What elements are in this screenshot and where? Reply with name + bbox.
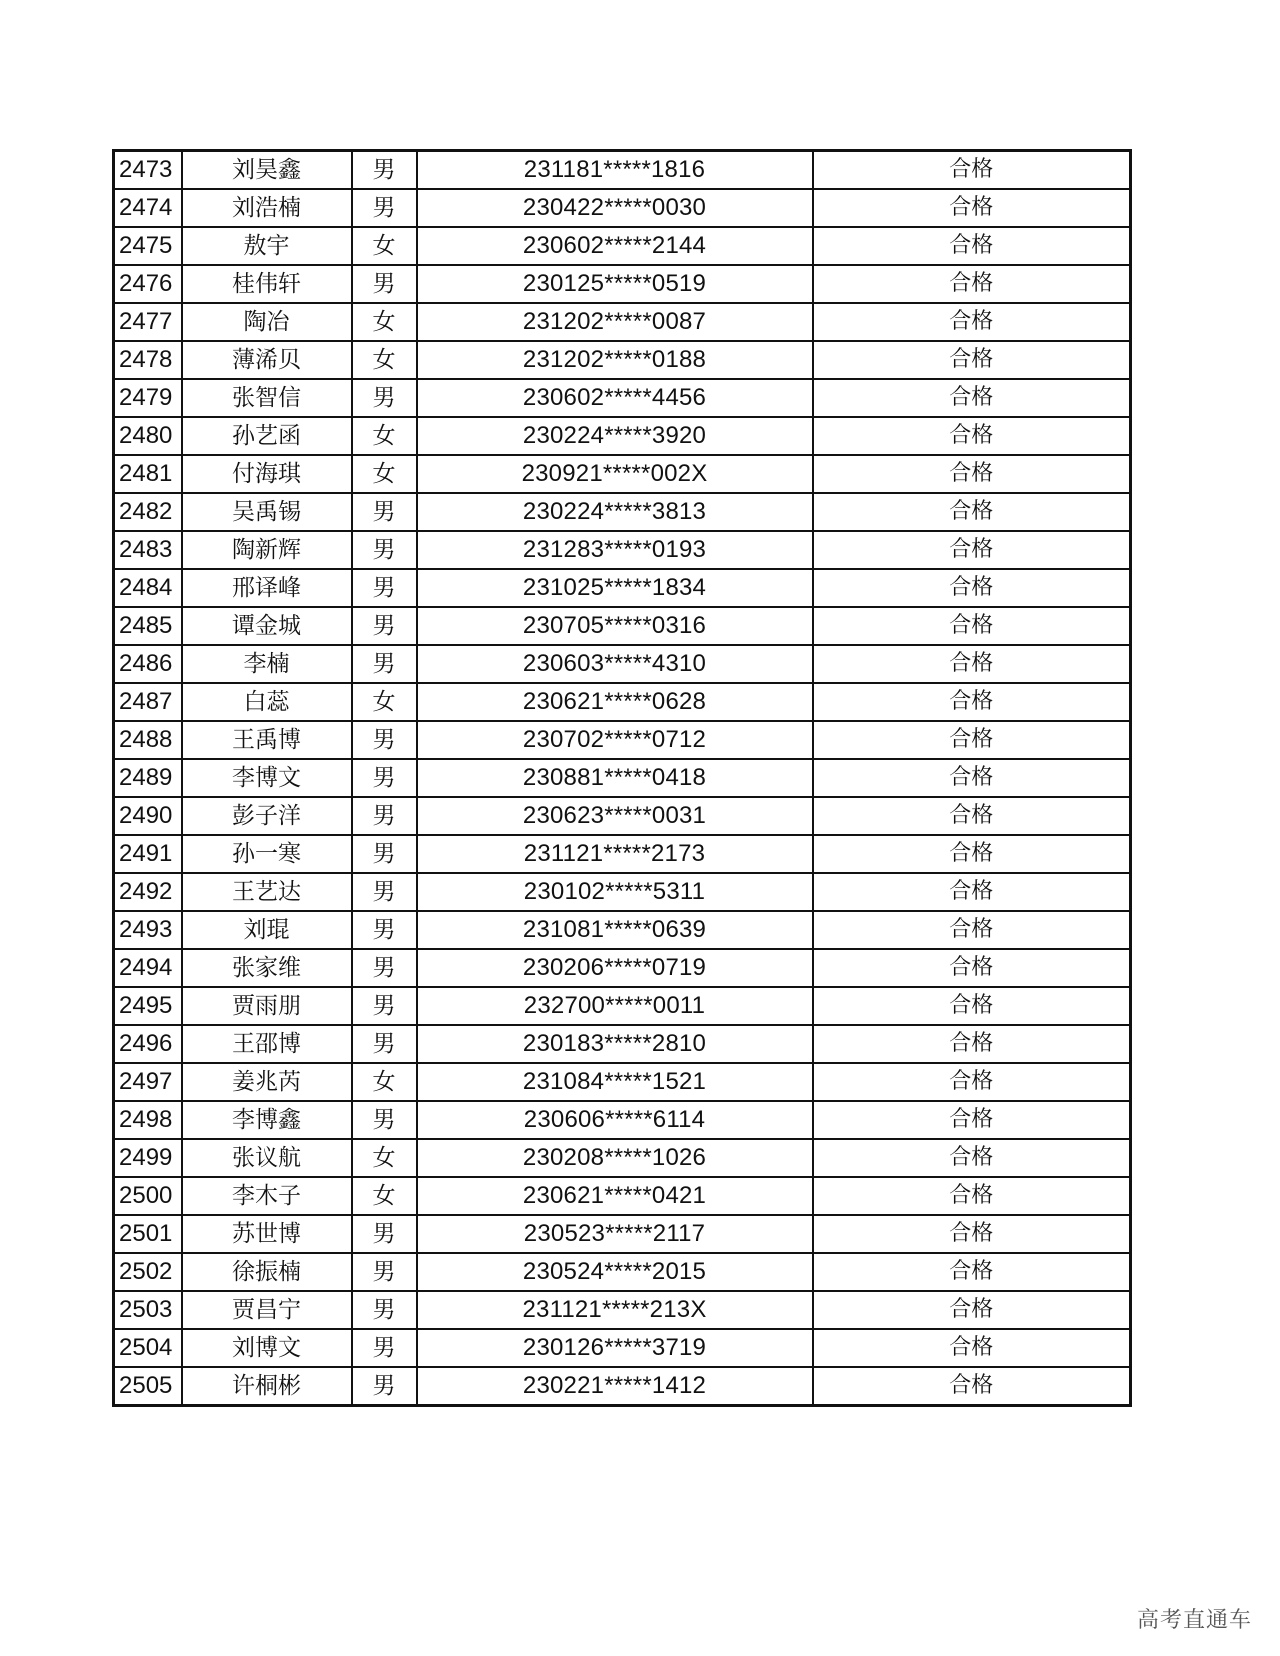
gender-cell: 男 (352, 835, 417, 873)
row-number-cell: 2484 (114, 569, 182, 607)
row-number-cell: 2491 (114, 835, 182, 873)
result-cell: 合格 (813, 1253, 1131, 1291)
name-cell: 刘浩楠 (182, 189, 352, 227)
result-cell: 合格 (813, 873, 1131, 911)
table-row (114, 949, 1131, 987)
id-number-cell: 231283*****0193 (417, 531, 813, 569)
result-cell: 合格 (813, 151, 1131, 190)
name-cell: 刘琨 (182, 911, 352, 949)
table-row (114, 987, 1131, 1025)
gender-cell: 男 (352, 645, 417, 683)
gender-cell: 女 (352, 341, 417, 379)
gender-cell: 女 (352, 455, 417, 493)
name-cell: 刘博文 (182, 1329, 352, 1367)
result-cell: 合格 (813, 189, 1131, 227)
table-row (114, 1025, 1131, 1063)
id-number-cell: 230206*****0719 (417, 949, 813, 987)
name-cell: 孙艺函 (182, 417, 352, 455)
name-cell: 贾昌宁 (182, 1291, 352, 1329)
gender-cell: 女 (352, 417, 417, 455)
table-row (114, 721, 1131, 759)
gender-cell: 男 (352, 607, 417, 645)
gender-cell: 男 (352, 1025, 417, 1063)
gender-cell: 男 (352, 189, 417, 227)
row-number-cell: 2480 (114, 417, 182, 455)
row-number-cell: 2490 (114, 797, 182, 835)
id-number-cell: 230705*****0316 (417, 607, 813, 645)
table-row (114, 1329, 1131, 1367)
name-cell: 王艺达 (182, 873, 352, 911)
id-number-cell: 230224*****3920 (417, 417, 813, 455)
row-number-cell: 2499 (114, 1139, 182, 1177)
result-cell: 合格 (813, 1291, 1131, 1329)
row-number-cell: 2485 (114, 607, 182, 645)
result-cell: 合格 (813, 721, 1131, 759)
id-number-cell: 231202*****0188 (417, 341, 813, 379)
table-row (114, 873, 1131, 911)
result-cell: 合格 (813, 341, 1131, 379)
id-number-cell: 230221*****1412 (417, 1367, 813, 1406)
result-cell: 合格 (813, 1063, 1131, 1101)
gender-cell: 男 (352, 721, 417, 759)
id-number-cell: 230623*****0031 (417, 797, 813, 835)
row-number-cell: 2474 (114, 189, 182, 227)
row-number-cell: 2486 (114, 645, 182, 683)
result-cell: 合格 (813, 987, 1131, 1025)
row-number-cell: 2500 (114, 1177, 182, 1215)
id-number-cell: 230881*****0418 (417, 759, 813, 797)
gender-cell: 男 (352, 379, 417, 417)
table-row (114, 493, 1131, 531)
name-cell: 刘昊鑫 (182, 151, 352, 190)
table-row (114, 645, 1131, 683)
gender-cell: 男 (352, 911, 417, 949)
table-row (114, 759, 1131, 797)
table-row (114, 683, 1131, 721)
table-row (114, 797, 1131, 835)
name-cell: 王邵博 (182, 1025, 352, 1063)
row-number-cell: 2482 (114, 493, 182, 531)
name-cell: 李博鑫 (182, 1101, 352, 1139)
gender-cell: 女 (352, 303, 417, 341)
id-number-cell: 231121*****2173 (417, 835, 813, 873)
id-number-cell: 231202*****0087 (417, 303, 813, 341)
row-number-cell: 2479 (114, 379, 182, 417)
gender-cell: 男 (352, 1367, 417, 1406)
table-row (114, 417, 1131, 455)
result-cell: 合格 (813, 531, 1131, 569)
table-row (114, 1139, 1131, 1177)
id-number-cell: 230603*****4310 (417, 645, 813, 683)
table-row (114, 835, 1131, 873)
result-cell: 合格 (813, 683, 1131, 721)
id-number-cell: 230422*****0030 (417, 189, 813, 227)
name-cell: 张议航 (182, 1139, 352, 1177)
result-cell: 合格 (813, 949, 1131, 987)
gender-cell: 男 (352, 873, 417, 911)
name-cell: 张智信 (182, 379, 352, 417)
id-number-cell: 230621*****0628 (417, 683, 813, 721)
gender-cell: 女 (352, 683, 417, 721)
name-cell: 贾雨朋 (182, 987, 352, 1025)
table-row (114, 569, 1131, 607)
gender-cell: 男 (352, 493, 417, 531)
id-number-cell: 230606*****6114 (417, 1101, 813, 1139)
id-number-cell: 231025*****1834 (417, 569, 813, 607)
id-number-cell: 230702*****0712 (417, 721, 813, 759)
result-cell: 合格 (813, 911, 1131, 949)
result-cell: 合格 (813, 265, 1131, 303)
row-number-cell: 2495 (114, 987, 182, 1025)
table-row (114, 303, 1131, 341)
table-row (114, 911, 1131, 949)
table-row (114, 189, 1131, 227)
row-number-cell: 2503 (114, 1291, 182, 1329)
row-number-cell: 2487 (114, 683, 182, 721)
result-cell: 合格 (813, 645, 1131, 683)
table-row (114, 1253, 1131, 1291)
gender-cell: 男 (352, 265, 417, 303)
id-number-cell: 231181*****1816 (417, 151, 813, 190)
results-table-body (114, 151, 1131, 1406)
name-cell: 孙一寒 (182, 835, 352, 873)
gender-cell: 男 (352, 797, 417, 835)
table-row (114, 265, 1131, 303)
gender-cell: 男 (352, 1291, 417, 1329)
result-cell: 合格 (813, 1367, 1131, 1406)
watermark-text: 高考直通车 (1136, 1608, 1252, 1633)
gender-cell: 女 (352, 1177, 417, 1215)
row-number-cell: 2497 (114, 1063, 182, 1101)
id-number-cell: 230126*****3719 (417, 1329, 813, 1367)
gender-cell: 男 (352, 1329, 417, 1367)
table-row (114, 151, 1131, 190)
id-number-cell: 230602*****4456 (417, 379, 813, 417)
result-cell: 合格 (813, 227, 1131, 265)
table-row (114, 1215, 1131, 1253)
row-number-cell: 2492 (114, 873, 182, 911)
gender-cell: 男 (352, 1253, 417, 1291)
gender-cell: 女 (352, 227, 417, 265)
gender-cell: 男 (352, 987, 417, 1025)
id-number-cell: 230621*****0421 (417, 1177, 813, 1215)
gender-cell: 女 (352, 1139, 417, 1177)
table-row (114, 227, 1131, 265)
id-number-cell: 230102*****5311 (417, 873, 813, 911)
name-cell: 张家维 (182, 949, 352, 987)
name-cell: 姜兆芮 (182, 1063, 352, 1101)
gender-cell: 男 (352, 1215, 417, 1253)
name-cell: 谭金城 (182, 607, 352, 645)
id-number-cell: 230523*****2117 (417, 1215, 813, 1253)
name-cell: 陶新辉 (182, 531, 352, 569)
result-cell: 合格 (813, 379, 1131, 417)
name-cell: 许桐彬 (182, 1367, 352, 1406)
table-row (114, 1101, 1131, 1139)
table-row (114, 607, 1131, 645)
name-cell: 徐振楠 (182, 1253, 352, 1291)
row-number-cell: 2502 (114, 1253, 182, 1291)
row-number-cell: 2481 (114, 455, 182, 493)
name-cell: 李木子 (182, 1177, 352, 1215)
result-cell: 合格 (813, 455, 1131, 493)
id-number-cell: 230602*****2144 (417, 227, 813, 265)
name-cell: 桂伟轩 (182, 265, 352, 303)
name-cell: 敖宇 (182, 227, 352, 265)
name-cell: 薄浠贝 (182, 341, 352, 379)
result-cell: 合格 (813, 759, 1131, 797)
gender-cell: 男 (352, 949, 417, 987)
row-number-cell: 2477 (114, 303, 182, 341)
result-cell: 合格 (813, 835, 1131, 873)
row-number-cell: 2505 (114, 1367, 182, 1406)
name-cell: 邢译峰 (182, 569, 352, 607)
name-cell: 彭子洋 (182, 797, 352, 835)
result-cell: 合格 (813, 1177, 1131, 1215)
table-row (114, 1367, 1131, 1406)
table-row (114, 379, 1131, 417)
id-number-cell: 230921*****002X (417, 455, 813, 493)
name-cell: 李博文 (182, 759, 352, 797)
result-cell: 合格 (813, 1329, 1131, 1367)
table-row (114, 1291, 1131, 1329)
gender-cell: 男 (352, 151, 417, 190)
name-cell: 王禹博 (182, 721, 352, 759)
result-cell: 合格 (813, 303, 1131, 341)
row-number-cell: 2488 (114, 721, 182, 759)
row-number-cell: 2504 (114, 1329, 182, 1367)
row-number-cell: 2498 (114, 1101, 182, 1139)
row-number-cell: 2475 (114, 227, 182, 265)
table-row (114, 341, 1131, 379)
result-cell: 合格 (813, 569, 1131, 607)
row-number-cell: 2483 (114, 531, 182, 569)
result-cell: 合格 (813, 607, 1131, 645)
result-cell: 合格 (813, 1025, 1131, 1063)
id-number-cell: 231081*****0639 (417, 911, 813, 949)
results-table (112, 149, 1132, 1407)
result-cell: 合格 (813, 493, 1131, 531)
table-row (114, 455, 1131, 493)
table-row (114, 1177, 1131, 1215)
result-cell: 合格 (813, 417, 1131, 455)
name-cell: 付海琪 (182, 455, 352, 493)
result-cell: 合格 (813, 1101, 1131, 1139)
table-row (114, 531, 1131, 569)
name-cell: 李楠 (182, 645, 352, 683)
gender-cell: 男 (352, 1101, 417, 1139)
row-number-cell: 2473 (114, 151, 182, 190)
name-cell: 陶冶 (182, 303, 352, 341)
name-cell: 苏世博 (182, 1215, 352, 1253)
name-cell: 白蕊 (182, 683, 352, 721)
result-cell: 合格 (813, 1215, 1131, 1253)
row-number-cell: 2493 (114, 911, 182, 949)
gender-cell: 男 (352, 531, 417, 569)
id-number-cell: 232700*****0011 (417, 987, 813, 1025)
id-number-cell: 230125*****0519 (417, 265, 813, 303)
gender-cell: 男 (352, 759, 417, 797)
result-cell: 合格 (813, 797, 1131, 835)
gender-cell: 女 (352, 1063, 417, 1101)
id-number-cell: 230183*****2810 (417, 1025, 813, 1063)
id-number-cell: 230208*****1026 (417, 1139, 813, 1177)
result-cell: 合格 (813, 1139, 1131, 1177)
id-number-cell: 230224*****3813 (417, 493, 813, 531)
row-number-cell: 2489 (114, 759, 182, 797)
row-number-cell: 2494 (114, 949, 182, 987)
row-number-cell: 2496 (114, 1025, 182, 1063)
row-number-cell: 2478 (114, 341, 182, 379)
id-number-cell: 231121*****213X (417, 1291, 813, 1329)
gender-cell: 男 (352, 569, 417, 607)
name-cell: 吴禹锡 (182, 493, 352, 531)
row-number-cell: 2476 (114, 265, 182, 303)
id-number-cell: 231084*****1521 (417, 1063, 813, 1101)
id-number-cell: 230524*****2015 (417, 1253, 813, 1291)
row-number-cell: 2501 (114, 1215, 182, 1253)
table-row (114, 1063, 1131, 1101)
